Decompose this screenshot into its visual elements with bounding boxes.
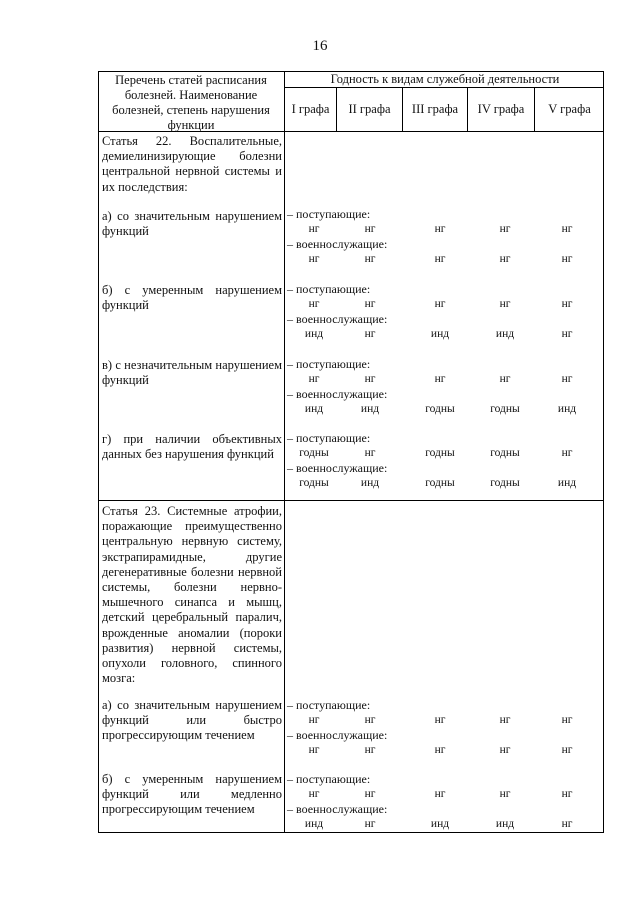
article-23-item-b: б) с умеренным нарушением функций или медленно прогрессирующим течением (102, 772, 282, 817)
cell-value: инд (557, 477, 577, 489)
cell-value: нг (364, 447, 376, 459)
table-rule (284, 71, 285, 833)
cell-value: нг (308, 714, 320, 726)
cell-value: нг (561, 447, 573, 459)
group-applicants-label: – поступающие: (287, 698, 371, 712)
cell-value: инд (304, 818, 324, 830)
cell-value: нг (561, 788, 573, 800)
cell-value: нг (434, 788, 446, 800)
cell-value: нг (364, 253, 376, 265)
cell-value: нг (364, 744, 376, 756)
table-rule (98, 500, 604, 501)
header-grafa-2: II графа (348, 102, 391, 116)
cell-value: нг (434, 223, 446, 235)
cell-value: годны (425, 447, 455, 459)
cell-value: нг (561, 328, 573, 340)
cell-value: инд (430, 818, 450, 830)
cell-value: годны (425, 403, 455, 415)
cell-value: нг (499, 253, 511, 265)
cell-value: нг (308, 788, 320, 800)
article-22-item-a: а) со значительным нарушением функций (102, 209, 282, 239)
group-servicemen-label: – военнослужащие: (287, 728, 388, 742)
group-servicemen-label: – военнослужащие: (287, 387, 388, 401)
cell-value: нг (561, 744, 573, 756)
cell-value: нг (364, 223, 376, 235)
cell-value: инд (304, 328, 324, 340)
header-list-column: Перечень статей расписания болезней. Наименование болезней, степень нарушения функции (112, 73, 270, 132)
cell-value: нг (364, 788, 376, 800)
cell-value: инд (495, 818, 515, 830)
group-applicants-label: – поступающие: (287, 772, 371, 786)
header-grafa-3: III графа (411, 102, 459, 116)
cell-value: нг (499, 714, 511, 726)
article-22-title: Статья 22. Воспалительные, демиелинизирующие болезни центральной нервной системы и их последствия: (102, 134, 282, 194)
cell-value: нг (434, 253, 446, 265)
cell-value: инд (360, 403, 380, 415)
header-grafa-4: IV графа (477, 102, 525, 116)
cell-value: инд (430, 328, 450, 340)
cell-value: нг (434, 714, 446, 726)
group-servicemen-label: – военнослужащие: (287, 461, 388, 475)
cell-value: нг (364, 328, 376, 340)
cell-value: нг (561, 373, 573, 385)
cell-value: нг (561, 818, 573, 830)
cell-value: нг (561, 223, 573, 235)
table-rule (284, 87, 604, 88)
header-grafa-5: V графа (548, 102, 591, 116)
cell-value: годны (490, 447, 520, 459)
cell-value: нг (308, 744, 320, 756)
cell-value: нг (561, 714, 573, 726)
cell-value: инд (557, 403, 577, 415)
cell-value: нг (364, 714, 376, 726)
group-servicemen-label: – военнослужащие: (287, 802, 388, 816)
cell-value: годны (299, 447, 329, 459)
article-22-item-d: г) при наличии объективных данных без нарушения функций (102, 432, 282, 462)
article-23-title: Статья 23. Системные атрофии, поражающие преимущественно центральную нервную систему, экстрапирамидные, другие дегенеративные болезни нервной системы, болезни нервно-мышечного синапса и мышц, детский церебральный паралич, врожденные аномалии (пороки развития) нервной системы, опухоли головного, спинного мозга: (102, 504, 282, 686)
cell-value: годны (425, 477, 455, 489)
cell-value: нг (308, 373, 320, 385)
cell-value: нг (434, 298, 446, 310)
cell-value: нг (499, 744, 511, 756)
cell-value: инд (360, 477, 380, 489)
cell-value: нг (499, 373, 511, 385)
cell-value: нг (434, 373, 446, 385)
cell-value: нг (434, 744, 446, 756)
page-number: 16 (312, 38, 328, 54)
cell-value: нг (499, 223, 511, 235)
cell-value: нг (308, 298, 320, 310)
cell-value: нг (364, 298, 376, 310)
article-23-item-a: а) со значительным нарушением функций или быстро прогрессирующим течением (102, 698, 282, 743)
cell-value: годны (490, 477, 520, 489)
cell-value: нг (364, 373, 376, 385)
cell-value: нг (499, 298, 511, 310)
group-servicemen-label: – военнослужащие: (287, 312, 388, 326)
cell-value: нг (364, 818, 376, 830)
group-servicemen-label: – военнослужащие: (287, 237, 388, 251)
group-applicants-label: – поступающие: (287, 207, 371, 221)
cell-value: годны (299, 477, 329, 489)
cell-value: инд (304, 403, 324, 415)
cell-value: инд (495, 328, 515, 340)
cell-value: нг (561, 298, 573, 310)
cell-value: нг (499, 788, 511, 800)
cell-value: нг (308, 223, 320, 235)
cell-value: нг (561, 253, 573, 265)
header-fitness-title: Годность к видам служебной деятельности (330, 72, 560, 86)
group-applicants-label: – поступающие: (287, 282, 371, 296)
cell-value: годны (490, 403, 520, 415)
cell-value: нг (308, 253, 320, 265)
article-22-item-b: б) с умеренным нарушением функций (102, 283, 282, 313)
group-applicants-label: – поступающие: (287, 431, 371, 445)
group-applicants-label: – поступающие: (287, 357, 371, 371)
header-grafa-1: I графа (291, 102, 330, 116)
article-22-item-c: в) с незначительным нарушением функций (102, 358, 282, 388)
